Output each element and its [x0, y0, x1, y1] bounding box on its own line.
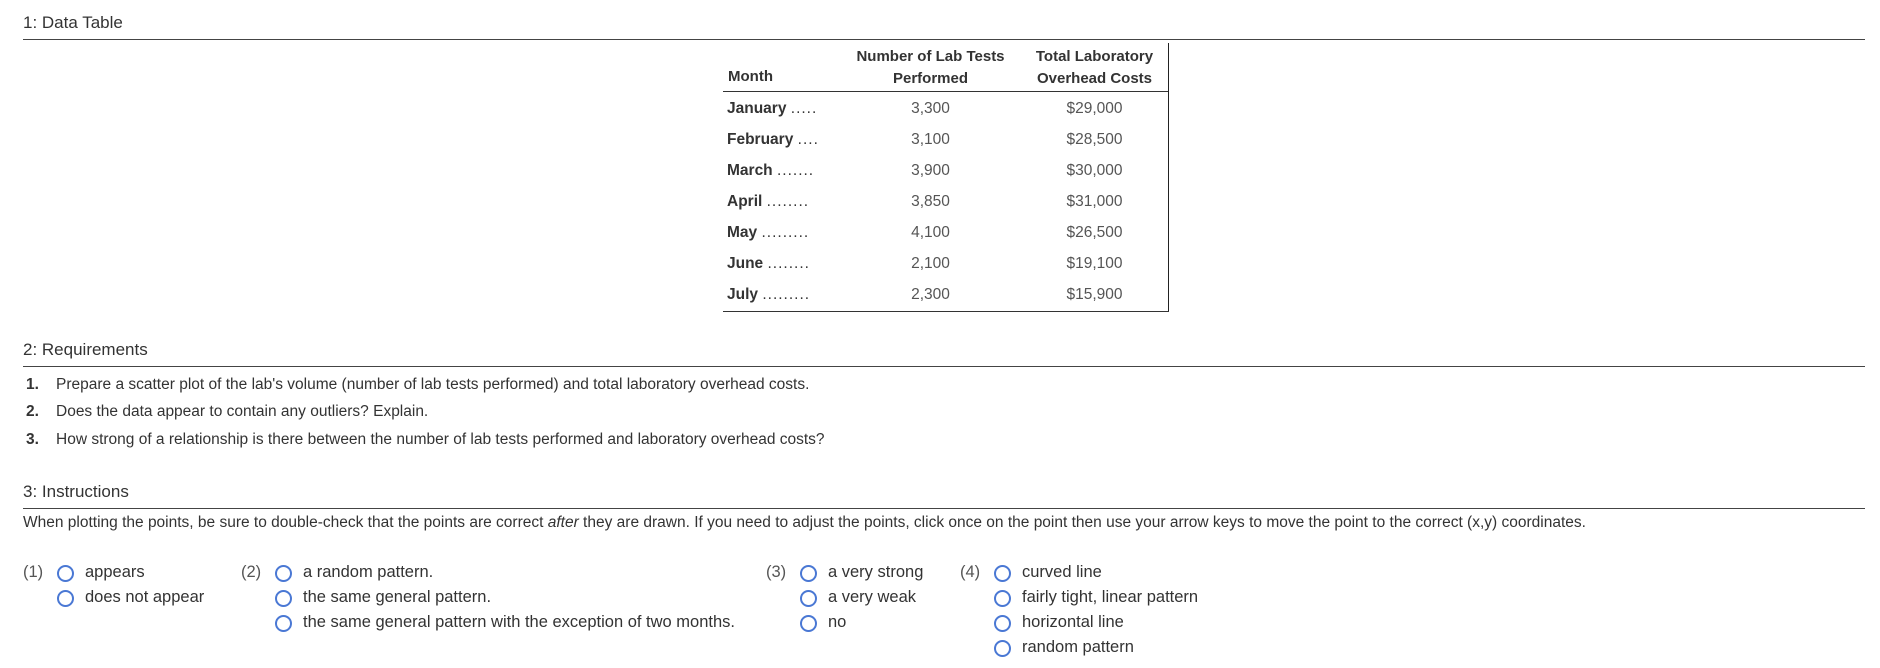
leader-dots: ......... [762, 286, 811, 303]
option-appears[interactable]: appears [85, 563, 145, 581]
month-name: January [727, 100, 787, 117]
leader-dots: ......... [761, 224, 810, 241]
option-very-strong[interactable]: a very strong [828, 563, 924, 581]
overhead-costs-cell: $28,500 [1066, 131, 1123, 148]
month-name: February [727, 131, 794, 148]
section-divider [23, 508, 1865, 509]
radio-same-general-pattern[interactable] [275, 590, 292, 607]
requirement-number: 2. [26, 403, 39, 420]
option-random-pattern-line[interactable]: random pattern [1022, 638, 1134, 656]
instructions-text [23, 514, 1586, 532]
table-right-border [1168, 43, 1169, 312]
instructions-emphasis: after [547, 514, 579, 531]
table-row [723, 279, 1168, 310]
overhead-costs-header-line2: Overhead Costs [1036, 70, 1153, 87]
section-divider [23, 366, 1865, 367]
month-cell [727, 162, 814, 180]
answer-group-2-label: (2) [241, 563, 262, 581]
month-column-header: Month [728, 68, 773, 85]
table-row [723, 186, 1168, 217]
radio-horizontal-line[interactable] [994, 615, 1011, 632]
month-cell [727, 193, 809, 211]
radio-random-pattern-line[interactable] [994, 640, 1011, 657]
lab-tests-column-header [838, 46, 1023, 90]
leader-dots: .... [797, 131, 819, 148]
month-name: June [727, 255, 764, 272]
table-header-row [723, 43, 1168, 92]
overhead-costs-cell: $19,100 [1066, 255, 1123, 272]
leader-dots: ........ [767, 255, 810, 272]
overhead-costs-cell: $31,000 [1066, 193, 1123, 210]
instructions-section-title: 3: Instructions [23, 482, 129, 501]
answer-group-3-label: (3) [766, 563, 787, 581]
instructions-part: When plotting the points, be sure to double-check that the points are correct [23, 514, 548, 531]
data-table-section-title: 1: Data Table [23, 13, 123, 32]
table-row [723, 124, 1168, 155]
overhead-costs-cell: $15,900 [1066, 286, 1123, 303]
requirement-item [26, 431, 825, 449]
month-name: March [727, 162, 773, 179]
radio-same-pattern-except-two-months[interactable] [275, 615, 292, 632]
radio-random-pattern[interactable] [275, 565, 292, 582]
radio-very-weak[interactable] [800, 590, 817, 607]
month-name: May [727, 224, 758, 241]
option-curved-line[interactable]: curved line [1022, 563, 1102, 581]
requirement-number: 1. [26, 376, 39, 393]
overhead-costs-cell: $29,000 [1066, 100, 1123, 117]
lab-tests-cell: 3,100 [911, 131, 950, 148]
requirement-number: 3. [26, 431, 39, 448]
lab-tests-header-line2: Performed [892, 70, 969, 87]
leader-dots: ........ [766, 193, 810, 210]
radio-fairly-tight-linear-pattern[interactable] [994, 590, 1011, 607]
leader-dots: ..... [790, 100, 818, 117]
month-cell [727, 224, 809, 242]
option-random-pattern[interactable]: a random pattern. [303, 563, 434, 581]
table-bottom-border [723, 311, 1169, 312]
month-name: July [727, 286, 759, 303]
radio-does-not-appear[interactable] [57, 590, 74, 607]
radio-curved-line[interactable] [994, 565, 1011, 582]
answer-group-1-label: (1) [23, 563, 44, 581]
overhead-costs-cell: $30,000 [1066, 162, 1123, 179]
option-fairly-tight-linear-pattern[interactable]: fairly tight, linear pattern [1022, 588, 1199, 606]
requirements-section-title: 2: Requirements [23, 340, 148, 359]
requirement-text: Prepare a scatter plot of the lab's volume (number of lab tests performed) and total laboratory overhead costs. [56, 376, 810, 393]
option-same-pattern-except-two-months[interactable]: the same general pattern with the exception of two months. [303, 613, 735, 631]
radio-no[interactable] [800, 615, 817, 632]
option-no[interactable]: no [828, 613, 847, 631]
instructions-part: they are drawn. If you need to adjust the points, click once on the point then use your arrow keys to move the point to the correct (x,y) coordinates. [578, 514, 1586, 531]
leader-dots: ....... [776, 162, 815, 179]
table-row [723, 248, 1168, 279]
month-cell [727, 131, 819, 149]
option-does-not-appear[interactable]: does not appear [85, 588, 205, 606]
requirement-text: How strong of a relationship is there between the number of lab tests performed and laboratory overhead costs? [56, 431, 825, 448]
lab-tests-cell: 4,100 [911, 224, 950, 241]
month-cell [727, 100, 817, 118]
requirement-item [26, 376, 809, 394]
overhead-costs-header-line1: Total Laboratory [1035, 48, 1154, 65]
option-very-weak[interactable]: a very weak [828, 588, 917, 606]
table-row [723, 93, 1168, 124]
overhead-costs-cell: $26,500 [1066, 224, 1123, 241]
overhead-costs-column-header [1021, 46, 1168, 90]
answer-group-4-label: (4) [960, 563, 981, 581]
month-cell [727, 255, 810, 273]
lab-tests-cell: 3,300 [911, 100, 950, 117]
requirement-text: Does the data appear to contain any outliers? Explain. [56, 403, 429, 420]
table-row [723, 155, 1168, 186]
month-name: April [727, 193, 763, 210]
lab-tests-cell: 2,100 [911, 255, 950, 272]
lab-tests-cell: 3,850 [911, 193, 950, 210]
lab-tests-cell: 3,900 [911, 162, 950, 179]
radio-appears[interactable] [57, 565, 74, 582]
section-divider [23, 39, 1865, 40]
radio-very-strong[interactable] [800, 565, 817, 582]
requirement-item [26, 403, 428, 421]
table-row [723, 217, 1168, 248]
lab-tests-header-line1: Number of Lab Tests [856, 48, 1005, 65]
month-cell [727, 286, 810, 304]
lab-tests-cell: 2,300 [911, 286, 950, 303]
option-horizontal-line[interactable]: horizontal line [1022, 613, 1124, 631]
option-same-general-pattern[interactable]: the same general pattern. [303, 588, 492, 606]
